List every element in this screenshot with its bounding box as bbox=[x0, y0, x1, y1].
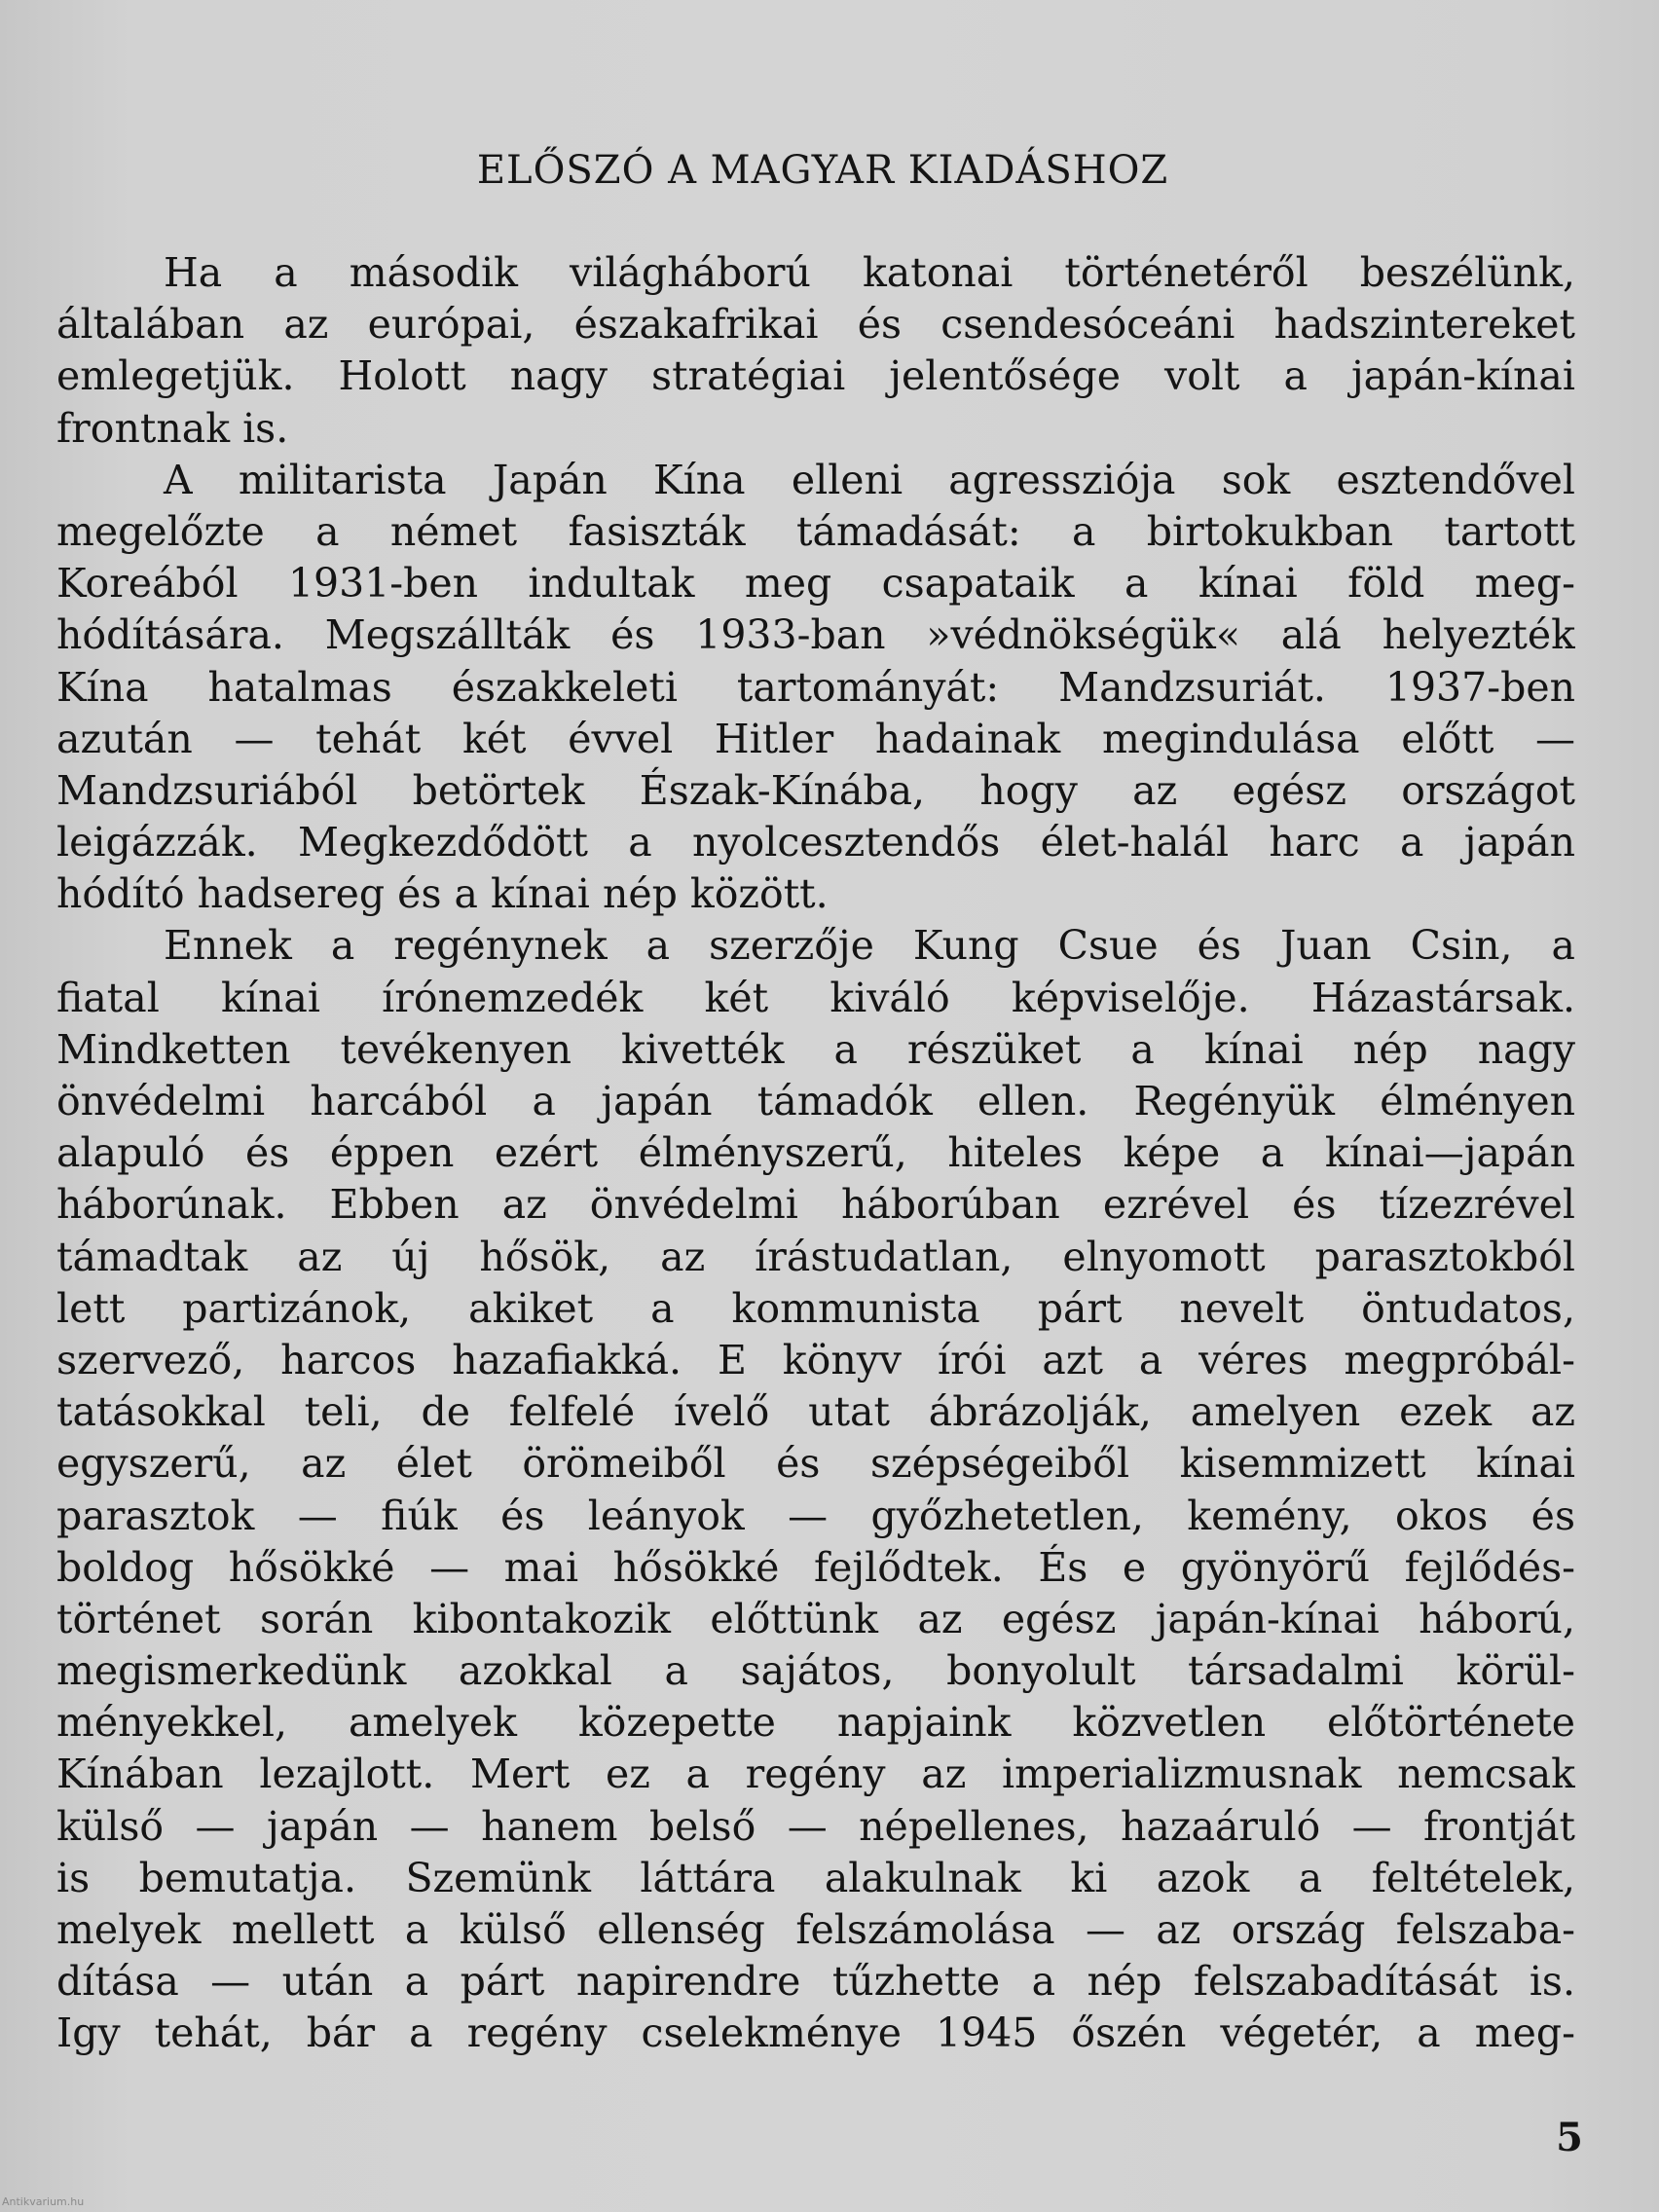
text-line: Ennek a regénynek a szerzője Kung Csue és Juan Csin, a bbox=[164, 922, 1575, 970]
text-line: azután — tehát két évvel Hitler hadainak megindulása előtt — bbox=[56, 715, 1575, 762]
watermark: Antikvarium.hu bbox=[2, 2195, 85, 2208]
text-line: támadtak az új hősök, az írástudatlan, elnyomott parasztokból bbox=[56, 1233, 1575, 1280]
text-line: hódító hadsereg és a kínai nép között. bbox=[56, 870, 829, 918]
text-line: dítása — után a párt napirendre tűzhette a nép felszabadítását is. bbox=[56, 1958, 1575, 2006]
body-text bbox=[56, 247, 1575, 2060]
text-line: Kína hatalmas északkeleti tartományát: Mandzsuriát. 1937-ben bbox=[56, 663, 1575, 711]
text-line: is bemutatja. Szemünk láttára alakulnak ki azok a feltételek, bbox=[56, 1854, 1575, 1901]
text-line: háborúnak. Ebben az önvédelmi háborúban ezrével és tízezrével bbox=[56, 1181, 1575, 1229]
text-line: lett partizánok, akiket a kommunista párt nevelt öntudatos, bbox=[56, 1284, 1575, 1332]
paragraph bbox=[56, 247, 1575, 455]
text-line: Kínában lezajlott. Mert ez a regény az imperializmusnak nemcsak bbox=[56, 1751, 1575, 1798]
text-line: egyszerű, az élet örömeiből és szépségeiből kisemmizett kínai bbox=[56, 1440, 1575, 1488]
paragraph bbox=[56, 920, 1575, 2059]
text-line: megismerkedünk azokkal a sajátos, bonyolult társadalmi körül- bbox=[56, 1647, 1575, 1695]
text-line: önvédelmi harcából a japán támadók ellen. Regényük élményen bbox=[56, 1078, 1575, 1124]
text-line: külső — japán — hanem belső — népellenes, hazaáruló — frontját bbox=[56, 1802, 1575, 1850]
text-line: alapuló és éppen ezért élményszerű, hiteles képe a kínai—japán bbox=[56, 1129, 1575, 1177]
text-line: Igy tehát, bár a regény cselekménye 1945 őszén végetér, a meg- bbox=[56, 2009, 1575, 2057]
text-line: leigázzák. Megkezdődött a nyolcesztendős élet-halál harc a japán bbox=[56, 819, 1575, 866]
page-number: 5 bbox=[1556, 2115, 1583, 2160]
paragraph bbox=[56, 455, 1575, 921]
text-line: tatásokkal teli, de felfelé ívelő utat ábrázolják, amelyen ezek az bbox=[56, 1388, 1575, 1436]
text-line: hódítására. Megszállták és 1933-ban »védnökségük« alá helyezték bbox=[56, 611, 1575, 659]
text-line: fiatal kínai írónemzedék két kiváló képviselője. Házastársak. bbox=[56, 974, 1575, 1021]
text-line: Ha a második világháború katonai történetéről beszélünk, bbox=[164, 249, 1575, 296]
text-line: általában az európai, északafrikai és csendesóceáni hadszintereket bbox=[56, 301, 1575, 349]
text-line: ményekkel, amelyek közepette napjaink közvetlen előtörténete bbox=[56, 1699, 1575, 1747]
text-line: emlegetjük. Holott nagy stratégiai jelentősége volt a japán-kínai bbox=[56, 352, 1575, 400]
text-line: szervező, harcos hazafiakká. E könyv írói azt a véres megpróbál- bbox=[56, 1336, 1575, 1383]
text-line: Mindketten tevékenyen kivették a részüket a kínai nép nagy bbox=[56, 1025, 1575, 1073]
text-line: megelőzte a német fasiszták támadását: a birtokukban tartott bbox=[56, 507, 1575, 555]
text-line: történet során kibontakozik előttünk az egész japán-kínai háború, bbox=[56, 1595, 1575, 1642]
chapter-heading: ELŐSZÓ A MAGYAR KIADÁSHOZ bbox=[476, 148, 1169, 193]
text-line: A militarista Japán Kína elleni agressziója sok esztendővel bbox=[164, 456, 1575, 503]
text-line: parasztok — fiúk és leányok — győzhetetlen, kemény, okos és bbox=[56, 1492, 1575, 1539]
text-line: Koreából 1931-ben indultak meg csapataik a kínai föld meg- bbox=[56, 560, 1575, 608]
text-line: Mandzsuriából betörtek Észak-Kínába, hogy az egész országot bbox=[56, 766, 1575, 814]
text-line: melyek mellett a külső ellenség felszámolása — az ország felszaba- bbox=[56, 1906, 1575, 1953]
text-line: boldog hősökké — mai hősökké fejlődtek. És e gyönyörű fejlődés- bbox=[56, 1543, 1575, 1591]
text-line: frontnak is. bbox=[56, 404, 289, 452]
